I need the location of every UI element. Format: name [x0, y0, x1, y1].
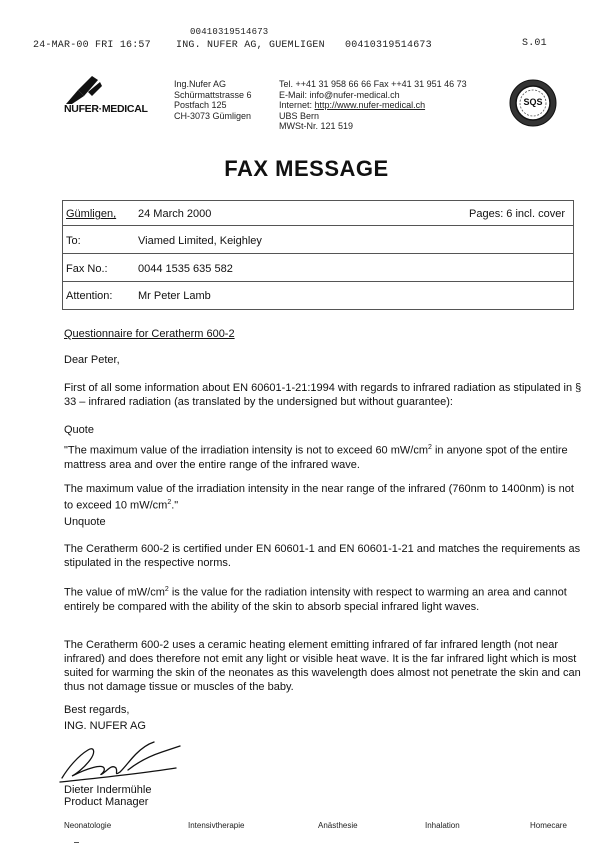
pages-value: Pages: 6 incl. cover [469, 208, 565, 220]
fax-value: 0044 1535 635 582 [138, 263, 233, 275]
salutation: Dear Peter, [64, 354, 120, 366]
signer-title: Product Manager [64, 796, 149, 808]
to-label: To: [66, 235, 81, 247]
row-date [63, 201, 573, 226]
row-attention [63, 283, 573, 308]
logo-mark-icon [64, 72, 104, 106]
fax-top-number: 00410319514673 [190, 27, 269, 37]
superscript: 2 [167, 499, 172, 506]
attention-label: Attention: [66, 290, 113, 302]
quote-paragraph-2 [64, 482, 584, 513]
contact-internet [279, 100, 467, 111]
paragraph-heating: The Ceratherm 600-2 uses a ceramic heating element emitting infrared of far infrared length (not near infrared) and does therefore not emit any light or visible heat wave. It is the far infrared light which is most suited for warming the skin of the neonates as this wavelength does almost not penetrate the skin and can thus not damage tissue or muscles of the baby. [64, 639, 581, 693]
unquote-label: Unquote [64, 516, 106, 528]
quote-paragraph-1 [64, 441, 584, 472]
footer-item: Homecare [530, 821, 567, 830]
page-title: FAX MESSAGE [224, 156, 389, 181]
address-line: Ing.Nufer AG [174, 79, 227, 89]
footer-item: Neonatologie [64, 821, 112, 830]
subject-line: Questionnaire for Ceratherm 600-2 [64, 328, 235, 340]
paragraph-intro: First of all some information about EN 60601-1-21:1994 with regards to infrared radiation as stipulated in § 33 – infrared radiation (as translated by the undersigned but without guarantee): [64, 382, 582, 408]
handwritten-signature [58, 738, 184, 786]
contact-tel-fax: Tel. ++41 31 958 66 66 Fax ++41 31 951 46 73 [279, 79, 467, 89]
scan-artifact [74, 842, 79, 843]
fax-sender: ING. NUFER AG, GUEMLIGEN [176, 40, 325, 51]
contact-bank: UBS Bern [279, 110, 320, 121]
quote-1-text-end: in anyone spot of the entire mattress area and over the entire range of the infrared wave. [64, 444, 568, 471]
address-line: Schürmattstrasse 6 [174, 89, 252, 100]
row-fax [63, 256, 573, 281]
company-name: ING. NUFER AG [64, 720, 146, 732]
superscript: 2 [164, 586, 169, 593]
paragraph-value [64, 583, 584, 614]
date-value: 24 March 2000 [138, 208, 212, 220]
seal-label: SQS [523, 97, 543, 107]
value-text-end: is the value for the radiation intensity with respect to warming an area and cannot entirely be compared with the ability of the skin to absorb special infrared light waves. [64, 586, 567, 613]
paragraph-certification: The Ceratherm 600-2 is certified under EN 60601-1 and EN 60601-1-21 and matches the requirements as stipulated in the respective norms. [64, 543, 581, 569]
contact-vat: MWSt-Nr. 121 519 [279, 121, 354, 131]
address-line: CH-3073 Gümligen [174, 110, 252, 121]
quote-2-text-end: ." [171, 499, 179, 512]
quote-1-text: "The maximum value of the irradiation intensity is not to exceed 60 mW/cm [64, 444, 428, 457]
fax-fields-box [62, 200, 574, 310]
logo-text: NUFER·MEDICAL [64, 103, 148, 115]
row-divider [63, 225, 573, 226]
place-label: Gümligen, [66, 208, 117, 220]
closing: Best regards, [64, 704, 130, 716]
signer-name: Dieter Indermühle [64, 784, 152, 796]
row-divider [63, 281, 573, 282]
address-line: Postfach 125 [174, 100, 227, 110]
superscript: 2 [428, 444, 432, 451]
row-divider [63, 253, 573, 254]
sender-address [174, 79, 252, 121]
footer-item: Inhalation [425, 821, 460, 830]
to-value: Viamed Limited, Keighley [138, 235, 262, 247]
fax-date-time: 24-MAR-00 FRI 16:57 [33, 40, 151, 51]
fax-page: S.01 [522, 38, 547, 49]
footer-item: Intensivtherapie [188, 821, 245, 830]
contact-email: E-Mail: info@nufer-medical.ch [279, 89, 400, 100]
sender-contact [279, 79, 467, 132]
quote-label: Quote [64, 424, 94, 436]
footer-item: Anästhesie [318, 821, 358, 830]
fax-number: 00410319514673 [345, 40, 432, 51]
quote-2-text: The maximum value of the irradiation intensity in the near range of the infrared (760nm to 1400nm) is not to exceed 10 mW/cm [64, 483, 574, 512]
certification-seal [508, 78, 558, 128]
internet-link[interactable]: http://www.nufer-medical.ch [314, 100, 426, 110]
attention-value: Mr Peter Lamb [138, 290, 211, 302]
fax-label: Fax No.: [66, 263, 108, 275]
row-to [63, 228, 573, 253]
internet-label: Internet: [279, 100, 315, 110]
value-text: The value of mW/cm [64, 586, 165, 599]
